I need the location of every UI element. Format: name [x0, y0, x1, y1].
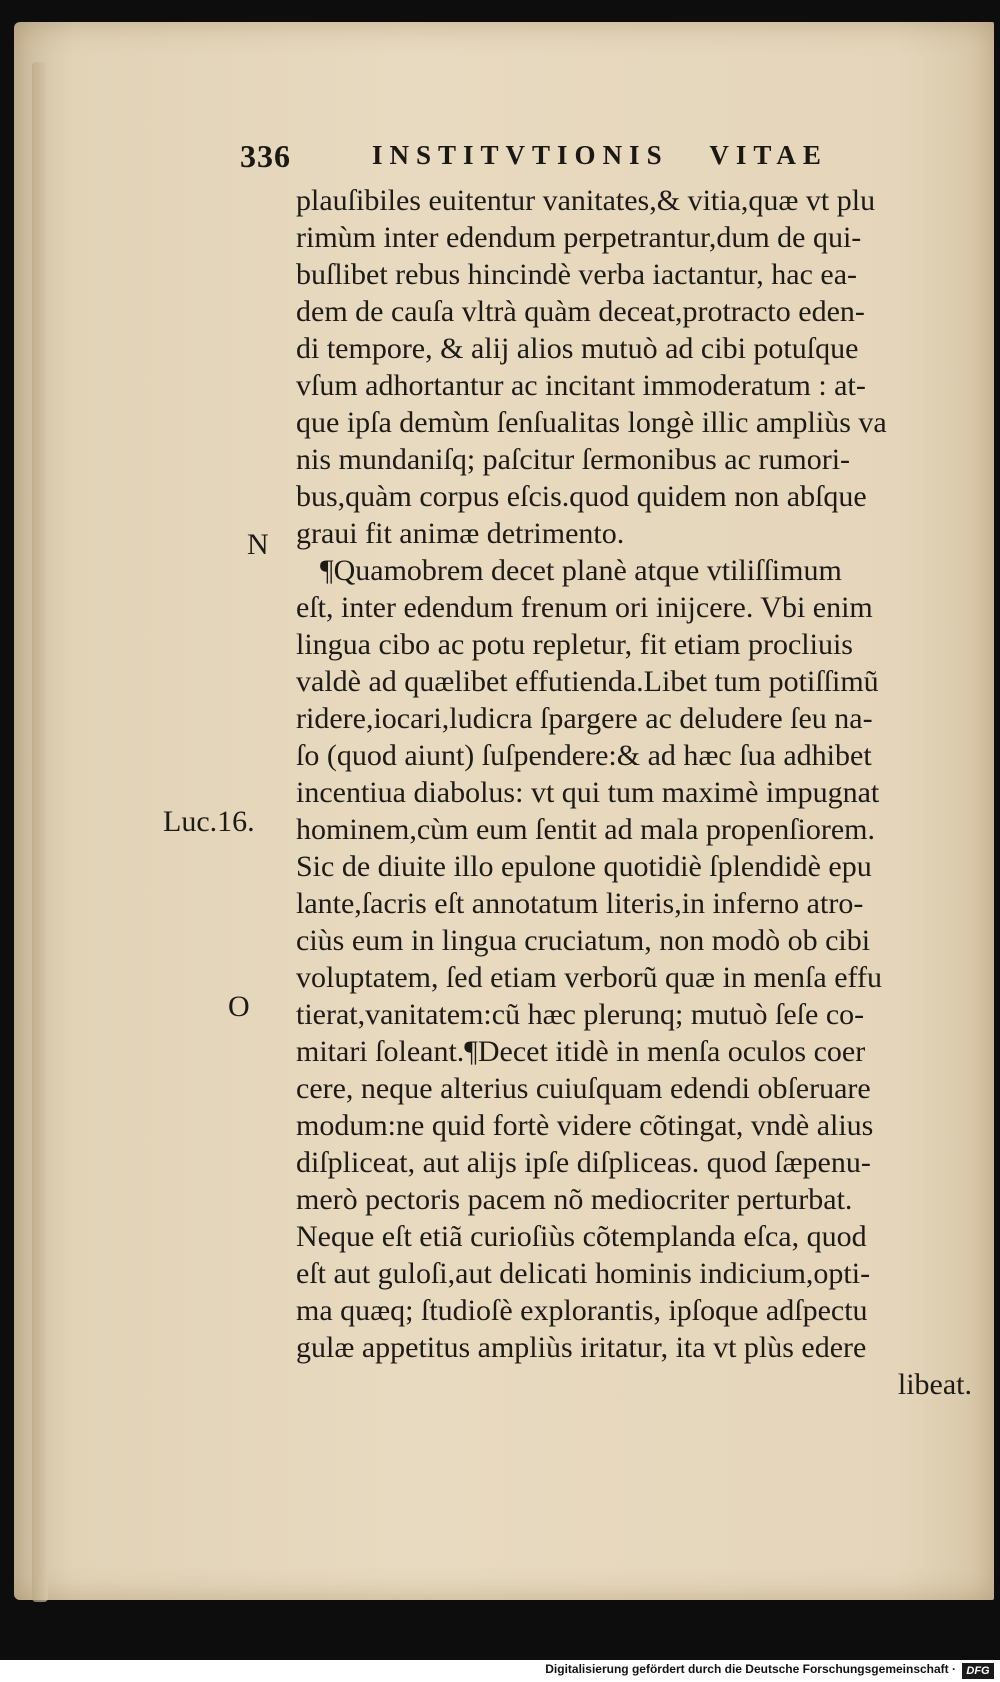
text-line: eſt, inter edendum frenum ori inijcere. Vbi enim	[296, 591, 873, 624]
text-line: diſpliceat, aut alijs ipſe diſpliceas. quod ſæpenu-	[296, 1146, 871, 1179]
page-header	[240, 138, 900, 178]
page-number: 336	[240, 138, 291, 174]
text-line: ma quæq; ſtudioſè explorantis, ipſoque adſpectu	[296, 1294, 868, 1327]
text-line: ¶Quamobrem decet planè atque vtiliſſimum	[320, 554, 842, 587]
text-line: tierat,vanitatem:cũ hæc plerunq; mutuò ſeſe co-	[296, 998, 865, 1031]
text-line: mitari ſoleant.¶Decet itidè in menſa oculos coer	[296, 1035, 866, 1068]
footer-bar	[0, 1660, 1000, 1682]
text-line: bus,quàm corpus eſcis.quod quidem non abſque	[296, 480, 867, 513]
margin-note-n: N	[247, 528, 269, 561]
text-line-final: libeat.	[897, 1368, 972, 1401]
text-line: buſlibet rebus hincindè verba iactantur, hac ea-	[296, 258, 858, 291]
text-line: Sic de diuite illo epulone quotidiè ſplendidè epu	[296, 850, 872, 883]
text-line: valdè ad quælibet effutienda.Libet tum potiſſimũ	[296, 665, 879, 698]
text-line: gulæ appetitus ampliùs iritatur, ita vt plùs edere	[296, 1331, 867, 1364]
text-line: graui fit animæ detrimento.	[296, 517, 625, 550]
text-line: rimùm inter edendum perpetrantur,dum de qui-	[296, 221, 862, 254]
text-line: nis mundaniſq; paſcitur ſermonibus ac rumori-	[296, 443, 851, 476]
text-line: plauſibiles euitentur vanitates,& vitia,quæ vt plu	[296, 184, 876, 217]
text-line: dem de cauſa vltrà quàm deceat,protracto eden-	[296, 295, 865, 328]
text-line: cere, neque alterius cuiuſquam edendi obſeruare	[296, 1072, 871, 1105]
text-line: que ipſa demùm ſenſualitas longè illic ampliùs va	[296, 406, 887, 439]
text-line: voluptatem, ſed etiam verborũ quæ in menſa effu	[296, 961, 882, 994]
text-line: ridere,iocari,ludicra ſpargere ac deludere ſeu na-	[296, 702, 873, 735]
margin-note-luc: Luc.16.	[163, 805, 255, 838]
funding-credit: Digitalisierung gefördert durch die Deutsche Forschungsgemeinschaft ·	[545, 1662, 956, 1676]
body-text	[296, 182, 996, 1403]
text-line: modum:ne quid fortè videre cõtingat, vndè alius	[296, 1109, 874, 1142]
page-gutter	[32, 62, 48, 1602]
text-line: merò pectoris pacem nõ mediocriter perturbat.	[296, 1183, 853, 1216]
text-line: ciùs eum in lingua cruciatum, non modò ob cibi	[296, 924, 871, 957]
text-line: lante,ſacris eſt annotatum literis,in inferno atro-	[296, 887, 864, 920]
text-line: Neque eſt etiã curioſiùs cõtemplanda eſca, quod	[296, 1220, 867, 1253]
text-line: ſo (quod aiunt) ſuſpendere:& ad hæc ſua adhibet	[296, 739, 872, 772]
text-line: lingua cibo ac potu repletur, fit etiam procliuis	[296, 628, 853, 661]
text-line: eſt aut guloſi,aut delicati hominis indicium,opti-	[296, 1257, 871, 1290]
text-line: vſum adhortantur ac incitant immoderatum : at-	[296, 369, 866, 402]
margin-note-o: O	[228, 990, 250, 1023]
text-line: hominem,cùm eum ſentit ad mala propenſiorem.	[296, 813, 876, 846]
text-line: di tempore, & alij alios mutuò ad cibi potuſque	[296, 332, 859, 365]
running-head: INSTITVTIONIS VITAE	[372, 140, 828, 170]
dfg-logo: DFG	[962, 1663, 994, 1679]
text-line: incentiua diabolus: vt qui tum maximè impugnat	[296, 776, 880, 809]
